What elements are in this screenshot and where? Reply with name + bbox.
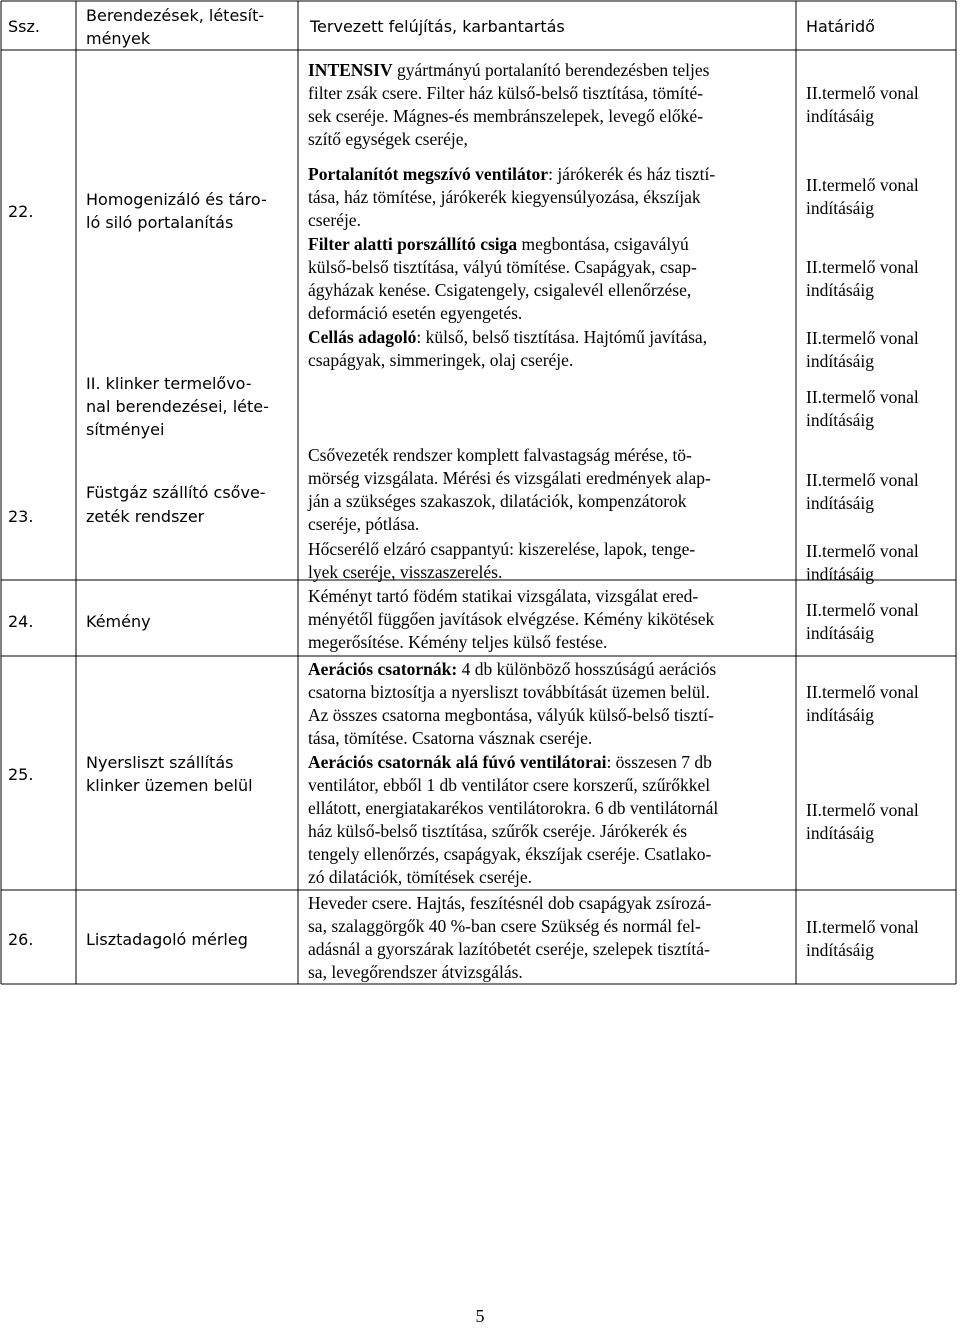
work-line [308,631,714,654]
work-pipeline [308,444,711,536]
work-text: lyek cseréje, visszaszerelés. [308,562,503,582]
work-text: Az összes csatorna megbontása, vályúk külső-belső tisztí- [308,705,714,725]
header-equipment-line2: mények [86,29,151,48]
work-text: 4 db különböző hosszúságú aerációs [457,659,717,679]
work-aeration-fans [308,751,718,889]
work-text: tengely ellenőrzés, csapágyak, ékszíjak cseréje. Csatlako- [308,844,712,864]
work-line [308,279,697,302]
work-heat-exchanger-damper [308,538,695,584]
work-text: csapágyak, simmeringek, olaj cseréje. [308,350,574,370]
work-line [308,561,695,584]
work-line [308,59,709,82]
work-text: sek cseréje. Mágnes-és membránszelepek, levegő előké- [308,106,704,126]
work-text: : összesen 7 db [606,752,712,772]
item-24: Kémény [86,612,151,631]
work-line [308,128,709,151]
work-line [308,302,697,325]
deadline-8: II.termelő vonal indításáig [806,600,919,643]
deadline-11: II.termelő vonal indításáig [806,917,919,960]
work-text: Hőcserélő elzáró csappantyú: kiszerelése, lapok, tenge- [308,539,696,559]
work-fan [308,163,715,232]
work-line [308,820,718,843]
work-line [308,233,697,256]
work-text: Csővezeték rendszer komplett falvastagság mérése, tö- [308,445,692,465]
deadline-3: II.termelő vonal indításáig [806,257,919,300]
item-22-line2: ló siló portalanítás [86,213,234,232]
work-text: Kéményt tartó födém statikai vizsgálata, vizsgálat ered- [308,586,699,606]
header-deadline: Határidő [806,17,875,36]
work-text: cseréje. [308,210,361,230]
work-text: : járókerék és ház tisztí- [548,164,716,184]
work-bold-text: Aerációs csatornák: [308,659,458,679]
work-intensiv-filter [308,59,709,151]
header-planned-work: Tervezett felújítás, karbantartás [310,17,565,36]
work-text: : külső, belső tisztítása. Hajtómű javítása, [416,327,708,347]
work-line [308,774,718,797]
work-line [308,186,715,209]
work-bold-text: INTENSIV [308,60,393,80]
work-line [308,892,711,915]
work-line [308,490,711,513]
deadline-7: II.termelő vonal indításáig [806,541,919,584]
row-number-22: 22. [8,202,34,221]
work-text: ellátott, energiatakarékos ventilátorokra. 6 db ventilátornál [308,798,719,818]
work-text: szítő egységek cseréje, [308,129,468,149]
work-text: ményétől függően javítások elvégzése. Kémény kikötések [308,609,715,629]
work-aeration-channels [308,658,716,750]
item-25-line1: Nyersliszt szállítás [86,753,234,772]
work-text: külső-belső tisztítása, vályú tömítése. Csapágyak, csap- [308,257,697,277]
work-cell-feeder [308,326,707,372]
work-line [308,727,716,750]
work-text: tása, tömítése. Csatorna vásznak cseréje. [308,728,593,748]
work-text: adásnál a gyorszárak lazítóbetét cseréje, szelepek tisztítá- [308,939,710,959]
row-number-26: 26. [8,930,34,949]
work-line [308,349,707,372]
item-22-line1: Homogenizáló és táro- [86,190,267,209]
work-bold-text: Aerációs csatornák alá fúvó ventilátorai [308,752,607,772]
item-26: Lisztadagoló mérleg [86,930,248,949]
work-text: cseréje, pótlása. [308,514,420,534]
section-heading-line2: nal berendezései, léte- [86,397,269,416]
work-text: megerősítése. Kémény teljes külső festése. [308,632,608,652]
work-line [308,538,695,561]
work-chimney [308,585,714,654]
work-line [308,82,709,105]
work-line [308,681,716,704]
work-line [308,797,718,820]
work-line [308,209,715,232]
work-bold-text: Filter alatti porszállító csiga [308,234,518,254]
work-text: gyártmányú portalanító berendezésben teljes [392,60,710,80]
work-text: csatorna biztosítja a nyersliszt továbbítását üzemen belül. [308,682,710,702]
header-equipment-line1: Berendezések, létesít- [86,6,265,25]
work-belt-scale [308,892,711,984]
work-text: megbontása, csigavályú [517,234,689,254]
work-text: sa, szalaggörgők 40 %-ban csere Szükség és normál fel- [308,916,701,936]
work-line [308,866,718,889]
work-line [308,961,711,984]
row-number-24: 24. [8,612,34,631]
work-line [308,513,711,536]
deadline-4: II.termelő vonal indításáig [806,328,919,371]
work-line [308,938,711,961]
work-text: sa, levegőrendszer átvizsgálás. [308,962,523,982]
work-line [308,326,707,349]
item-23-line2: zeték rendszer [86,507,205,526]
work-line [308,704,716,727]
page-number: 5 [475,1306,485,1326]
section-heading-line3: sítményei [86,420,165,439]
work-screw-conveyor [308,233,697,325]
work-text: ház külső-belső tisztítása, szűrők cseréje. Járókerék és [308,821,688,841]
deadline-9: II.termelő vonal indításáig [806,682,919,725]
work-text: ján a szükséges szakaszok, dilatációk, kompenzátorok [308,491,687,511]
work-line [308,444,711,467]
work-text: ágyházak kenése. Csigatengely, csigalevél ellenőrzése, [308,280,692,300]
header-ssz: Ssz. [8,17,40,36]
work-text: ventilátor, ebből 1 db ventilátor csere korszerű, szűrőkkel [308,775,711,795]
deadline-5: II.termelő vonal indításáig [806,387,919,430]
deadline-2: II.termelő vonal indításáig [806,175,919,218]
work-text: mörség vizsgálata. Mérési és vizsgálati eredmények alap- [308,468,711,488]
row-number-23: 23. [8,507,34,526]
item-25-line2: klinker üzemen belül [86,776,253,795]
work-text: zó dilatációk, tömítések cseréje. [308,867,533,887]
work-line [308,256,697,279]
work-text: filter zsák csere. Filter ház külső-belső tisztítása, tömíté- [308,83,704,103]
work-line [308,915,711,938]
item-23-line1: Füstgáz szállító csőve- [86,483,266,502]
work-bold-text: Portalanítót megszívó ventilátor [308,164,549,184]
work-bold-text: Cellás adagoló [308,327,417,347]
row-number-25: 25. [8,765,34,784]
deadline-6: II.termelő vonal indításáig [806,470,919,513]
section-heading-line1: II. klinker termelővo- [86,374,252,393]
work-line [308,751,718,774]
work-text: tása, ház tömítése, járókerék kiegyensúlyozása, ékszíjak [308,187,701,207]
work-line [308,163,715,186]
work-text: Heveder csere. Hajtás, feszítésnél dob csapágyak zsírozá- [308,893,712,913]
work-line [308,467,711,490]
work-line [308,658,716,681]
work-line [308,843,718,866]
work-line [308,105,709,128]
work-text: deformáció esetén egyengetés. [308,303,523,323]
work-line [308,585,714,608]
deadline-10: II.termelő vonal indításáig [806,800,919,843]
work-line [308,608,714,631]
deadline-1: II.termelő vonal indításáig [806,83,919,126]
